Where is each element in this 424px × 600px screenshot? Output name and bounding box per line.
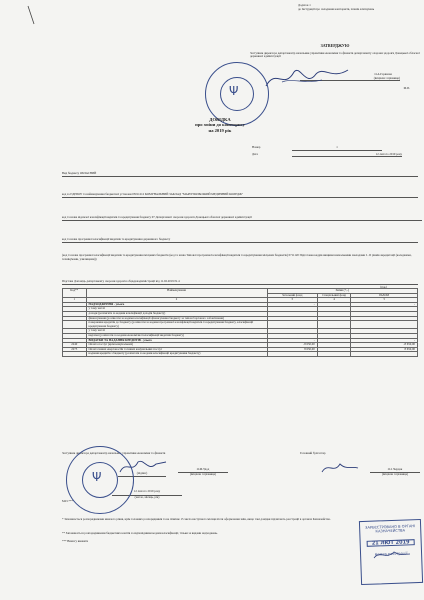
- basis-line: Підстава Доповідь департаменту охорони здоров'я облдержадміністрації від 11.02.2019 № 4: [62, 280, 418, 285]
- kpkv-local-note: (код та назва програмної класифікації видатків та кредитування місцевих бюджетів (код та назва Типової програмної класифікації видатків та кредитування місцевих бюджетів) 0711120 Підготовка кадрів вищими навчальними закладами I - II рівнів акредитації (коледжами, технікумами, училищами)): [62, 253, 412, 261]
- table-body: [63, 302, 418, 356]
- head-title: Заступник директора департаменту-начальник управління економіки та фінансів: [62, 451, 166, 455]
- row-total-cell: -: [351, 302, 418, 307]
- table-row: [63, 352, 418, 357]
- doc-title: [160, 117, 280, 133]
- row-total-cell: [351, 321, 418, 329]
- header-note-line1: Додаток 1: [298, 3, 311, 7]
- row-name-cell: у тому числі:: [86, 329, 267, 334]
- doc-title-line2: про зміни до кошторису: [195, 122, 245, 128]
- row-name-cell: повернення кредитів до бюджету (розписати за кодами програмної класифікації видатків та кредитування бюджету, класифікації кредитування бюджету): [86, 321, 267, 329]
- row-name-cell: Оплата інших енергоносіїв та інших комунальних послуг: [86, 347, 267, 352]
- date-value: 12 лютого 2019 року: [292, 153, 402, 158]
- treasury-stamp-date: 21 ЛЮТ 2019: [367, 539, 415, 547]
- row-total-cell: [351, 352, 418, 357]
- approval-mp: М.П.: [403, 86, 410, 91]
- col-general-header: Загальний фонд: [267, 293, 317, 298]
- approval-title: ЗАТВЕРДЖУЮ: [320, 43, 350, 48]
- row-name-cell: фінансування (розписати за кодами класифікації фінансування бюджету за типом боргового зобов'язання): [86, 316, 267, 321]
- row-general-cell: [267, 352, 317, 357]
- header-note: [298, 4, 418, 11]
- row-general-cell: [267, 321, 317, 329]
- footnote-3: *** Вимогу вважати: [62, 539, 89, 543]
- number-value: 1: [292, 146, 382, 151]
- pen-mark: [26, 4, 36, 26]
- footnote-1: * Заповнюється розпорядниками нижчого рівня, крім головних розпорядників та не пізніше 15 числа наступного місяця після оформлення змін, якщо такі довідки підлягають реєстрації в органах Казначейства.: [62, 517, 331, 521]
- idx-cell: 3: [267, 298, 317, 303]
- header-note-line2: до Інструкції про складання кошторисів, планів асигнувань: [298, 6, 375, 11]
- accountant-name: О.І. Чердак: [387, 467, 403, 471]
- approval-position: Заступник директора департаменту-начальник управління економіки та фінансів департаменту охорони здоров'я Донецької обласної державної адміністрації: [250, 50, 420, 59]
- approval-signature: [262, 60, 352, 94]
- row-code-cell: [63, 321, 87, 329]
- treasury-stamp-line1: ЗАРЕЄСТРОВАНО В ОРГАНІ КАЗНАЧЕЙСТВА: [365, 524, 416, 534]
- treasury-signature: [372, 548, 412, 562]
- row-code-cell: 2275: [63, 347, 87, 352]
- row-name-cell: Оплата послуг (крім комунальних): [86, 343, 267, 348]
- row-name-cell: НАДХОДЖЕННЯ - усього: [86, 302, 267, 307]
- units-note: (грн.): [380, 285, 388, 289]
- idx-cell: 4: [317, 298, 351, 303]
- idx-cell: 2: [86, 298, 267, 303]
- budget-type: Вид бюджету ОБЛАСНИЙ: [62, 172, 418, 177]
- trident-icon: Ψ: [229, 84, 239, 98]
- col-total-header: РАЗОМ: [351, 293, 418, 298]
- head-name: О.М.Удод: [196, 467, 210, 471]
- date-label: Дата: [252, 151, 258, 156]
- doc-meta: [252, 146, 412, 157]
- row-code-cell: 2240: [63, 343, 87, 348]
- row-total-cell: 8 650,00: [351, 347, 418, 352]
- row-general-cell: -: [267, 302, 317, 307]
- approval-name: О.А.Горянова: [374, 71, 392, 76]
- number-label: Номер: [252, 145, 261, 149]
- doc-title-line3: на 2019 рік: [208, 127, 232, 133]
- head-name-caption: (ініціали і прізвище): [178, 472, 228, 477]
- sign-mp: М.П.***: [62, 499, 73, 503]
- table-row: [63, 321, 418, 329]
- row-name-cell: ВИДАТКИ ТА НАДАННЯ КРЕДИТІВ - усього: [86, 338, 267, 343]
- row-general-cell: -8 650,00: [267, 343, 317, 348]
- approval-name-caption: (ініціали і прізвище): [300, 77, 400, 82]
- footnote-2: ** Заповнюється розпорядниками бюджетних коштів за відповідними кодами класифікації, тільки за видами надходжень.: [62, 531, 218, 535]
- col-special-header: Спеціальний фонд: [317, 293, 351, 298]
- treasury-stamp-line3: Номер реєстрації: [374, 551, 408, 557]
- vkv-line: код та назва відомчої класифікації видатків та кредитування бюджету 07 Департамент охорони здоров'я Донецької обласної державної адміністрації: [62, 216, 422, 221]
- head-sig-caption: (підпис): [118, 472, 166, 477]
- idx-cell: 5: [351, 298, 418, 303]
- department-seal-bottom: [66, 446, 134, 514]
- row-general-cell: -: [267, 338, 317, 343]
- edrpou-line: код за ЄДРПОУ та найменування бюджетної установи 05011212 КОМУНАЛЬНИЙ ЗАКЛАД "МАРІУПОЛЬСЬКИЙ МЕДИЧНИЙ КОЛЕДЖ": [62, 193, 418, 198]
- row-name-cell: надання кредитів з бюджету (розписати за кодами класифікації кредитування бюджету): [86, 352, 267, 357]
- kpkv-state-line: код та назва програмної класифікації видатків та кредитування державного бюджету: [62, 238, 418, 243]
- doc-title-line1: ДОВІДКА: [209, 117, 231, 122]
- row-name-cell: у тому числі:: [86, 307, 267, 312]
- row-code-cell: [63, 352, 87, 357]
- col-code-header: Код**: [63, 289, 87, 298]
- col-changes-header: Зміни (+,-): [267, 289, 417, 294]
- col-name-header: Найменування: [86, 289, 267, 298]
- row-name-cell: видатки (розписати за кодами економічної класифікації видатків бюджету): [86, 333, 267, 338]
- accountant-signature: [320, 460, 360, 476]
- row-total-cell: -8 650,00: [351, 343, 418, 348]
- row-name-cell: доходи (розписати за кодами класифікації доходів бюджету): [86, 311, 267, 316]
- accountant-title: Головний бухгалтер: [300, 451, 326, 455]
- accountant-name-caption: (ініціали і прізвище): [370, 472, 420, 477]
- row-general-cell: 8 650,00: [267, 347, 317, 352]
- sign-date-caption: (число, місяць, рік): [112, 495, 182, 500]
- sign-date: 12 лютого 2019 року: [133, 489, 161, 493]
- row-total-cell: -: [351, 338, 418, 343]
- trident-icon: Ψ: [92, 470, 102, 484]
- row-special-cell: [317, 321, 351, 329]
- idx-cell: 1: [63, 298, 87, 303]
- row-special-cell: [317, 352, 351, 357]
